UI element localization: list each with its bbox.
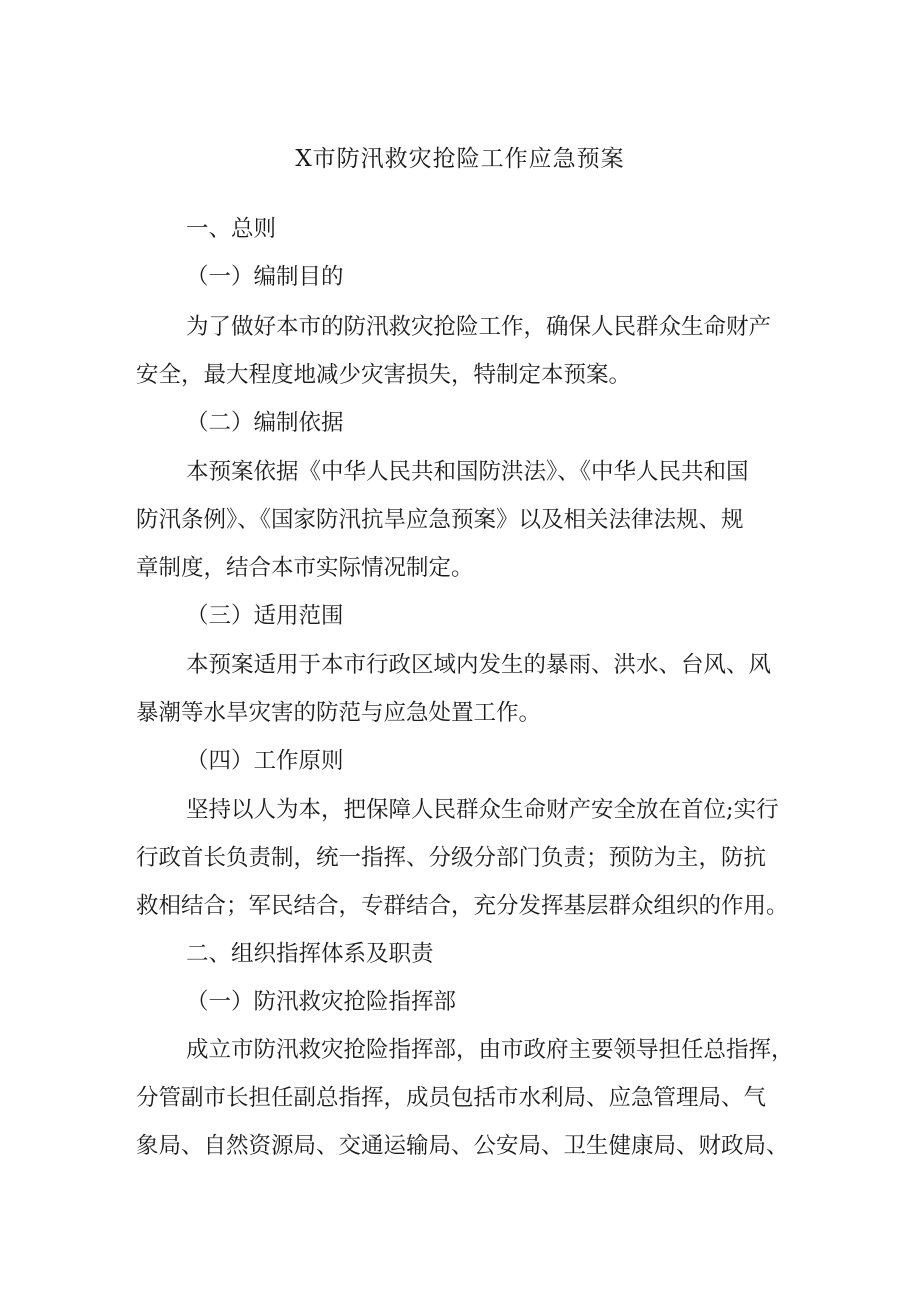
- paragraph-line: 本预案依据《中华人民共和国防洪法》、《中华人民共和国: [186, 459, 749, 485]
- subsection-heading: （二）编制依据: [186, 410, 344, 436]
- subsection-heading: （一）编制目的: [186, 264, 344, 290]
- paragraph-line: 救相结合；军民结合，专群结合，充分发挥基层群众组织的作用。: [136, 893, 789, 919]
- paragraph-line: 章制度，结合本市实际情况制定。: [136, 555, 474, 581]
- paragraph-line: 分管副市长担任副总指挥，成员包括市水利局、应急管理局、气: [136, 1085, 767, 1111]
- paragraph-line: 象局、自然资源局、交通运输局、公安局、卫生健康局、财政局、: [136, 1133, 789, 1159]
- paragraph-line: 本预案适用于本市行政区域内发生的暴雨、洪水、台风、风: [186, 652, 772, 678]
- subsection-heading: （四）工作原则: [186, 748, 344, 774]
- subsection-heading: （三）适用范围: [186, 603, 344, 629]
- paragraph-line: 防汛条例》、《国家防汛抗旱应急预案》以及相关法律法规、规: [136, 507, 744, 533]
- paragraph-line: 成立市防汛救灾抢险指挥部，由市政府主要领导担任总指挥，: [186, 1037, 794, 1063]
- paragraph-line: 坚持以人为本，把保障人民群众生命财产安全放在首位;实行: [186, 797, 779, 823]
- paragraph-line: 暴潮等水旱灾害的防范与应急处置工作。: [136, 700, 542, 726]
- section-heading: 二、组织指挥体系及职责: [186, 941, 434, 967]
- paragraph-line: 为了做好本市的防汛救灾抢险工作，确保人民群众生命财产: [186, 314, 772, 340]
- paragraph-line: 行政首长负责制，统一指挥、分级分部门负责；预防为主，防抗: [136, 845, 767, 871]
- section-heading: 一、总则: [186, 216, 277, 242]
- subsection-heading: （一）防汛救灾抢险指挥部: [186, 989, 457, 1015]
- document-title: X市防汛救灾抢险工作应急预案: [295, 146, 625, 172]
- paragraph-line: 安全，最大程度地减少灾害损失，特制定本预案。: [136, 362, 632, 388]
